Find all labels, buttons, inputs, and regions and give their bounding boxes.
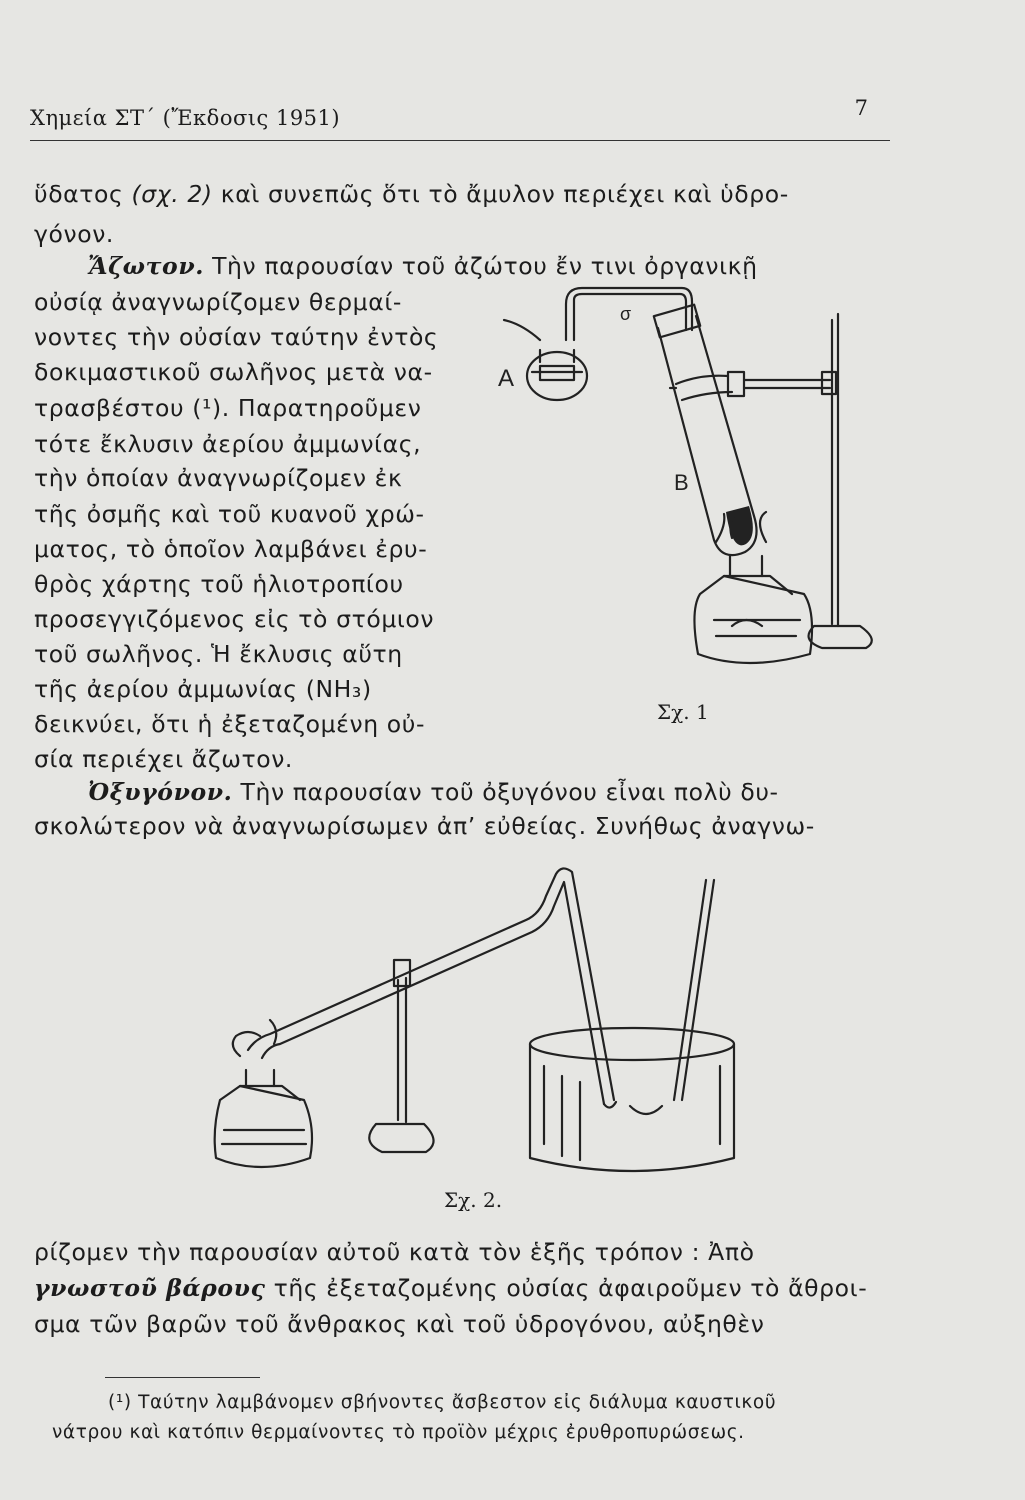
test-tube-b	[654, 305, 757, 555]
stand-1	[676, 314, 872, 648]
text-line: τότε ἔκλυσιν ἀερίου ἀμμωνίας,	[34, 430, 422, 458]
text-line: σμα τῶν βαρῶν τοῦ ἄνθρακος καὶ τοῦ ὑδρογόνου, αὐξηθὲν	[34, 1310, 765, 1338]
figure-1-apparatus	[470, 280, 890, 700]
footnote-rule	[105, 1377, 260, 1378]
text-line: τῆς ἀερίου ἀμμωνίας (NH₃)	[34, 675, 372, 703]
label-a: A	[498, 365, 515, 392]
text-line: ματος, τὸ ὁποῖον λαμβάνει ἐρυ-	[34, 535, 428, 563]
running-head: Χημεία ΣΤ΄ (Ἔκδοσις 1951)	[30, 106, 341, 130]
text-line: δοκιμαστικοῦ σωλῆνος μετὰ να-	[34, 358, 433, 386]
text-line: οὐσίᾳ ἀναγνωρίζομεν θερμαί-	[34, 288, 402, 316]
figure-2-apparatus	[200, 860, 760, 1190]
water-trough	[530, 1028, 734, 1171]
text-line: ρίζομεν τὴν παρουσίαν αὐτοῦ κατὰ τὸν ἑξῆς τρόπον : Ἀπὸ	[34, 1238, 755, 1266]
stand-2	[369, 960, 433, 1152]
text-line	[34, 1274, 867, 1302]
figure-2-caption: Σχ. 2.	[444, 1188, 503, 1212]
label-b: B	[674, 470, 689, 495]
text-line	[88, 778, 779, 806]
footnote-line: (¹) Ταύτην λαμβάνομεν σβήνοντες ἄσβεστον εἰς διάλυμα καυστικοῦ	[108, 1392, 777, 1413]
figure-reference: (σχ. 2)	[131, 180, 213, 208]
text-line: σία περιέχει ἄζωτον.	[34, 745, 294, 773]
text-span: Τὴν παρουσίαν τοῦ ὀξυγόνου εἶναι πολὺ δυ-	[240, 778, 779, 806]
text-line: τοῦ σωλῆνος. Ἡ ἔκλυσις αὕτη	[34, 640, 403, 668]
burner-2	[215, 1020, 312, 1167]
section-heading-oxygen: Ὀξυγόνον.	[88, 778, 233, 806]
text-line: τῆς ὀσμῆς καὶ τοῦ κυανοῦ χρώ-	[34, 500, 425, 528]
text-line: δεικνύει, ὅτι ἡ ἐξεταζομένη οὐ-	[34, 710, 426, 738]
flask-a	[504, 288, 692, 400]
footnote-line: νάτρου καὶ κατόπιν θερμαίνοντες τὸ προϊὸν μέχρις ἐρυθροπυρώσεως.	[52, 1422, 745, 1443]
text-line: προσεγγιζόμενος εἰς τὸ στόμιον	[34, 605, 435, 633]
page-header	[30, 96, 890, 141]
text-line: γόνον.	[34, 220, 114, 248]
text-span: καὶ συνεπῶς ὅτι τὸ ἄμυλον περιέχει καὶ ὑδρο-	[220, 180, 789, 208]
text-line: νοντες τὴν οὐσίαν ταύτην ἐντὸς	[34, 323, 439, 351]
page-number: 7	[854, 96, 868, 120]
text-line	[34, 180, 789, 208]
text-line: σκολώτερον νὰ ἀναγνωρίσωμεν ἀπ’ εὐθείας. Συνήθως ἀναγνω-	[34, 812, 815, 840]
text-line: θρὸς χάρτης τοῦ ἡλιοτροπίου	[34, 570, 404, 598]
text-span: τῆς ἐξεταζομένης οὐσίας ἀφαιροῦμεν τὸ ἄθροι-	[273, 1274, 868, 1302]
delivery-tube	[248, 868, 714, 1107]
text-span: Τὴν παρουσίαν τοῦ ἀζώτου ἔν τινι ὀργανικῇ	[212, 252, 758, 280]
text-line	[88, 252, 758, 280]
text-line: τὴν ὁποίαν ἀναγνωρίζομεν ἐκ	[34, 464, 403, 492]
text-span: ὕδατος	[34, 180, 124, 208]
text-line: τρασβέστου (¹). Παρατηροῦμεν	[34, 394, 422, 422]
emphasis-known-weight: γνωστοῦ βάρους	[34, 1274, 266, 1302]
label-sigma: σ	[620, 304, 632, 324]
figure-1-caption: Σχ. 1	[657, 700, 709, 724]
section-heading-nitrogen: Ἄζωτον.	[88, 252, 205, 280]
